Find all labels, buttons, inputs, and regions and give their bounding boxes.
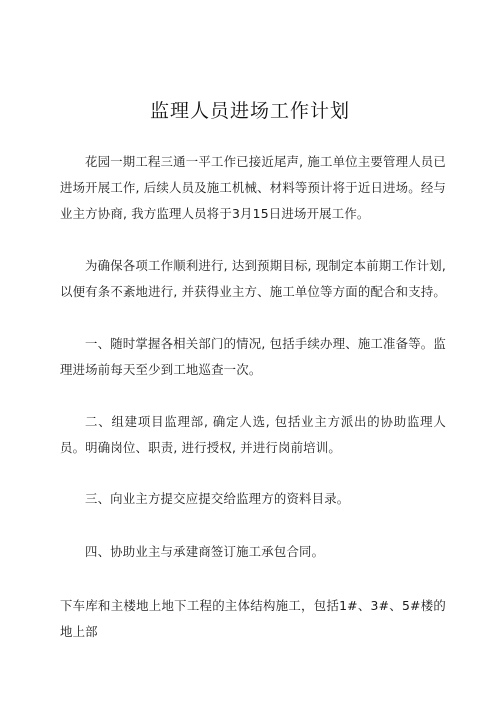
- paragraph-intro: 花园一期工程三通一平工作已接近尾声, 施工单位主要管理人员已进场开展工作, 后续人员及施工机械、材料等预计将于近日进场。经与业主方协商, 我方监理人员将于3月15日进场开展工作。: [60, 154, 446, 221]
- paragraph-item-4: 四、协助业主与承建商签订施工承包合同。: [85, 544, 325, 559]
- paragraph-item-1: 一、随时掌握各相关部门的情况, 包括手续办理、施工准备等。监理进场前每天至少到工地巡查一次。: [60, 336, 446, 377]
- paragraph-item-3: 三、向业主方提交应提交给监理方的资料目录。: [85, 491, 350, 506]
- paragraph-item-2: 二、组建项目监理部, 确定人选, 包括业主方派出的协助监理人员。明确岗位、职责, 进行授权, 并进行岗前培训。: [60, 414, 446, 455]
- paragraph-continuation: 下车库和主楼地上地下工程的主体结构施工，包括1#、3#、5#楼的地上部: [60, 598, 446, 639]
- paragraph-purpose: 为确保各项工作顺利进行, 达到预期目标, 现制定本前期工作计划, 以便有条不紊地进行, 并获得业主方、施工单位等方面的配合和支持。: [60, 258, 446, 299]
- document-title: 监理人员进场工作计划: [149, 100, 350, 122]
